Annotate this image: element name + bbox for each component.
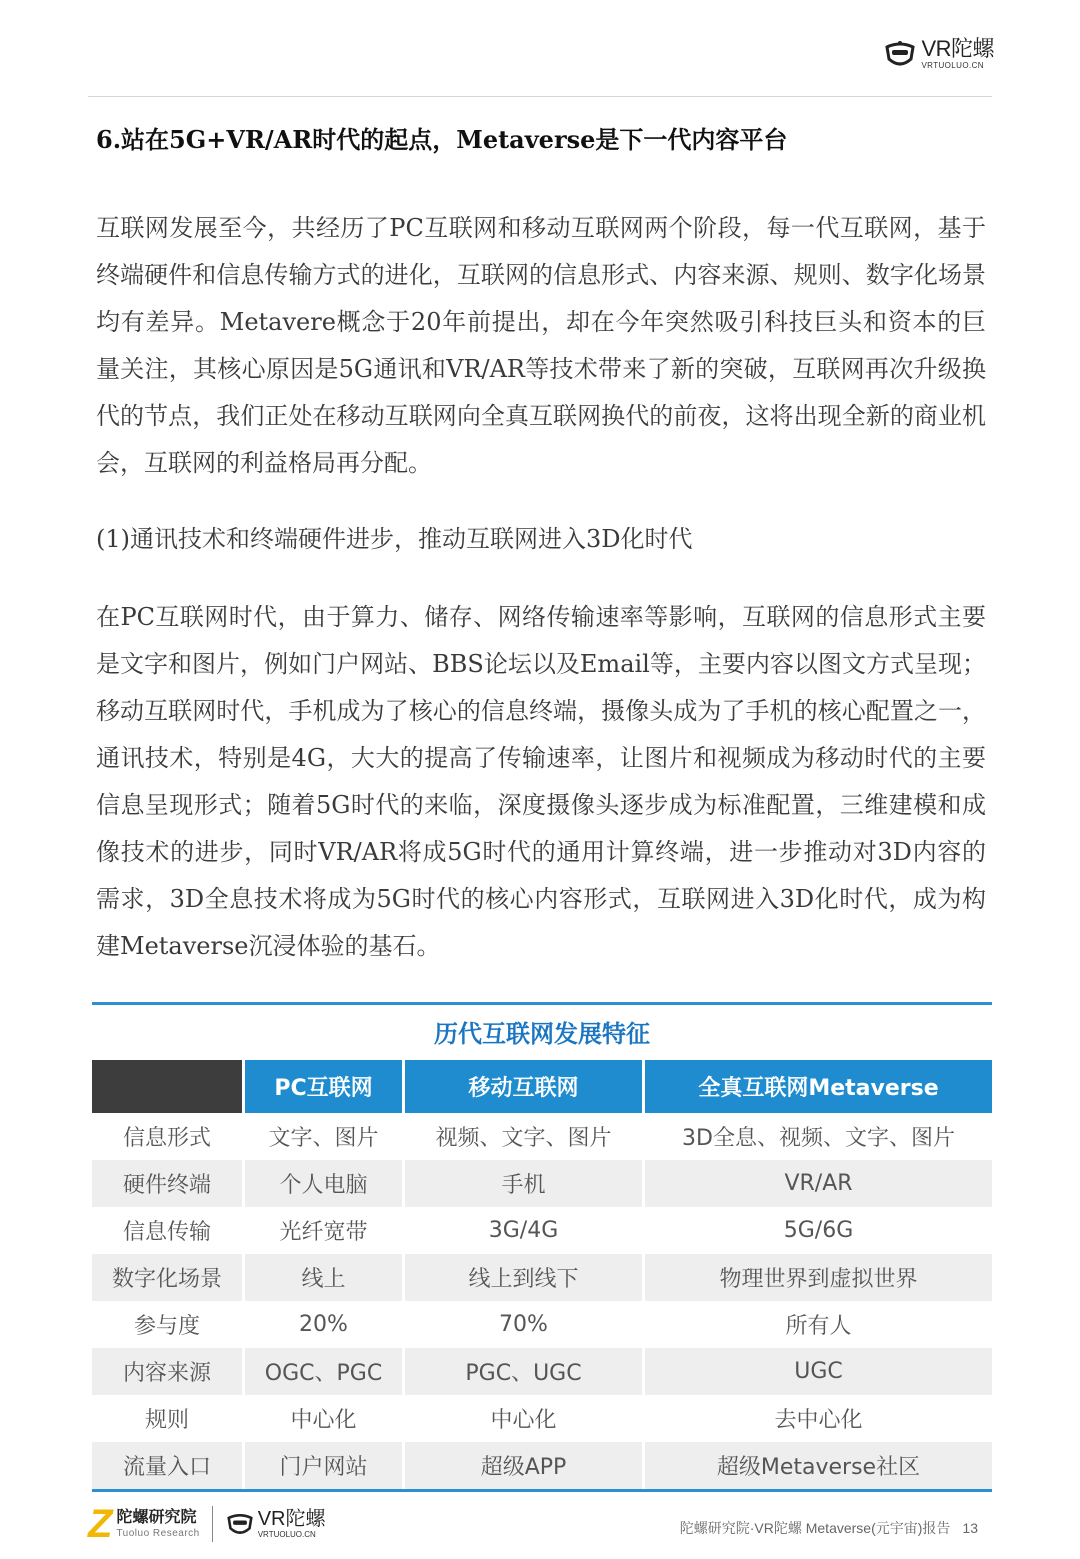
table-cell: 3D全息、视频、文字、图片 [642,1113,992,1160]
table-cell: 视频、文字、图片 [402,1113,642,1160]
table-cell: 光纤宽带 [242,1207,402,1254]
table-cell: 去中心化 [642,1395,992,1442]
table-cell: VR/AR [642,1160,992,1207]
table-header-metaverse: 全真互联网Metaverse [642,1060,992,1113]
row-label: 参与度 [92,1301,242,1348]
table-header-pc: PC互联网 [242,1060,402,1113]
table-cell: 线上 [242,1254,402,1301]
table-cell: 所有人 [642,1301,992,1348]
table-cell: 70% [402,1301,642,1348]
table-row [92,1301,992,1348]
page-footer [88,1500,992,1550]
header-logo [883,38,994,70]
table-row [92,1395,992,1442]
table-row [92,1113,992,1160]
table-row [92,1160,992,1207]
footer-brand-name: VR陀螺 [257,1508,326,1530]
table-cell: 中心化 [402,1395,642,1442]
section-heading: 6.站在5G+VR/AR时代的起点，Metaverse是下一代内容平台 [96,125,788,154]
table-cell: 超级Metaverse社区 [642,1442,992,1489]
table-row [92,1348,992,1395]
table-cell: 门户网站 [242,1442,402,1489]
institute-name: 陀螺研究院 [116,1507,197,1526]
table-cell: 文字、图片 [242,1113,402,1160]
row-label: 规则 [92,1395,242,1442]
comparison-table [92,1002,992,1492]
footer-report-info [680,1518,978,1538]
paragraph-3d-content: 在PC互联网时代，由于算力、储存、网络传输速率等影响，互联网的信息形式主要是文字和图片，例如门户网站、BBS论坛以及Email等，主要内容以图文方式呈现；移动互联网时代，手机成为了核心的信息终端，摄像头成为了手机的核心配置之一，通讯技术，特别是4G，大大的提高了传输速率，让图片和视频成为移动时代的主要信息呈现形式；随着5G时代的来临，深度摄像头逐步成为标准配置，三维建模和成像技术的进步，同时VR/AR将成5G时代的通用计算终端，进一步推动对3D内容的需求，3D全息技术将成为5G时代的核心内容形式，互联网进入3D化时代，成为构建Metaverse沉浸体验的基石。 [96,603,986,960]
brand-url: VRTUOLUO.CN [921,61,984,70]
row-label: 信息形式 [92,1113,242,1160]
table-title: 历代互联网发展特征 [434,1019,650,1048]
footer-logo-divider [212,1506,213,1542]
table-cell: 5G/6G [642,1207,992,1254]
table-row [92,1207,992,1254]
row-label: 数字化场景 [92,1254,242,1301]
row-label: 信息传输 [92,1207,242,1254]
paragraph-internet-stages: 互联网发展至今，共经历了PC互联网和移动互联网两个阶段，每一代互联网，基于终端硬件和信息传输方式的进化，互联网的信息形式、内容来源、规则、数字化场景均有差异。Metavere概念于20年前提出，却在今年突然吸引科技巨头和资本的巨量关注，其核心原因是5G通讯和VR/AR等技术带来了新的突破，互联网再次升级换代的节点，我们正处在移动互联网向全真互联网换代的前夜，这将出现全新的商业机会，互联网的利益格局再分配。 [96,214,986,477]
table-header-corner [92,1060,242,1113]
footer-logos [88,1504,326,1544]
table-cell: 3G/4G [402,1207,642,1254]
vr-headset-icon [883,39,917,69]
table-cell: UGC [642,1348,992,1395]
table-cell: 物理世界到虚拟世界 [642,1254,992,1301]
tuoluo-research-logo-mark: Z [88,1502,113,1546]
brand-name: VR陀螺 [921,36,994,61]
table-cell: 个人电脑 [242,1160,402,1207]
subheading-3d-era: (1)通讯技术和终端硬件进步，推动互联网进入3D化时代 [96,525,693,553]
report-label: 陀螺研究院·VR陀螺 Metaverse(元宇宙)报告 [679,1520,951,1536]
table-cell: 中心化 [242,1395,402,1442]
table-bottom-rule [92,1489,992,1492]
table-row [92,1442,992,1489]
table-header-row [92,1060,992,1113]
table-cell: PGC、UGC [402,1348,642,1395]
table-grid [92,1060,992,1489]
row-label: 流量入口 [92,1442,242,1489]
table-cell: 手机 [402,1160,642,1207]
page-number: 13 [962,1520,978,1536]
institute-name-en: Tuoluo Research [116,1528,200,1539]
table-cell: 超级APP [402,1442,642,1489]
footer-brand-url: VRTUOLUO.CN [257,1530,316,1539]
table-row [92,1254,992,1301]
header-divider [88,96,992,97]
row-label: 内容来源 [92,1348,242,1395]
table-header-mobile: 移动互联网 [402,1060,642,1113]
table-cell: 线上到线下 [402,1254,642,1301]
row-label: 硬件终端 [92,1160,242,1207]
table-cell: 20% [242,1301,402,1348]
table-cell: OGC、PGC [242,1348,402,1395]
vr-headset-icon [225,1511,255,1537]
